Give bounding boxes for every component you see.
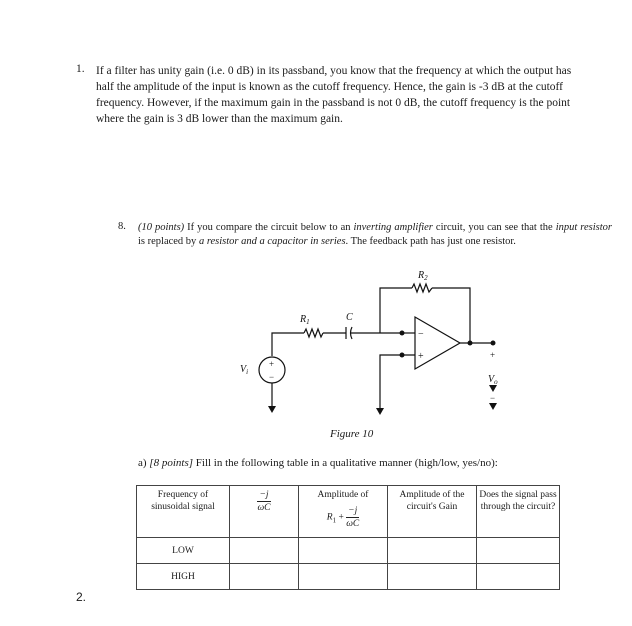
opamp-minus: − [418,329,424,340]
row-label-low: LOW [137,538,230,564]
answer-cell[interactable] [299,564,388,590]
r1-resistor [304,329,323,337]
question-1-number: 1. [76,63,85,75]
terminal-output-top [491,341,496,346]
question-8-points: (10 points) [138,222,185,233]
ground-arrow-source [268,406,276,413]
output-minus: − [490,393,496,403]
question-1-text: If a filter has unity gain (i.e. 0 dB) in its passband, you know that the frequency at which the output has half the amplitude of the input is known as the cutoff frequency. Hence, the gain is -3 dB at the cutoff frequency. However, if the maximum gain in the passband is not 0 dB, the cutoff frequency is the point where the gain is 3 dB lower than the maximum gain. [96,65,572,125]
ground-arrow-output [489,403,497,410]
label-vo: $V_o$ [488,374,498,386]
source-plus: + [269,359,275,369]
table-row [137,538,560,564]
wire-source-to-r1 [272,333,304,356]
output-plus: + [490,350,496,360]
answer-cell[interactable] [388,538,477,564]
amp-r-sub: 1 [332,516,337,525]
zc-den: ωC [257,503,271,513]
answer-table [136,485,560,590]
header-capacitor-impedance [230,486,299,538]
answer-cell[interactable] [388,564,477,590]
q8-text-b: circuit, you can see that the [432,222,556,233]
amp-num: −j [348,506,358,516]
label-r2: $R_2$ [418,270,428,282]
answer-cell[interactable] [230,564,299,590]
label-c: C [346,312,353,323]
wire-noninverting-ground [380,355,415,410]
table-row [137,564,560,590]
source-minus: − [269,372,275,382]
q8-text-d: . The feedback path has just one resistor. [345,235,516,247]
wire-feedback-left [380,288,412,333]
amp-r: R [326,512,333,523]
node-output [468,341,473,346]
label-r1: $R_1$ [300,314,310,326]
q8-text-c: is replaced by [138,235,199,247]
row-label-high: HIGH [137,564,230,590]
node-inverting [400,331,405,336]
figure-caption: Figure 10 [330,428,374,440]
zc-num: −j [259,490,269,500]
q8-em-b: input resistor [555,222,612,233]
q8-text-a: If you compare the circuit below to an [184,222,354,233]
table-header-row [137,486,560,538]
question-2-number: 2. [76,590,87,604]
header-frequency: Frequency of sinusoidal signal [137,486,230,538]
label-vi: $V_i$ [240,364,249,376]
amp-den: ωC [346,519,360,529]
output-arrow [489,385,497,392]
opamp-plus: + [418,351,424,362]
part-a-points: [8 points] [149,457,194,469]
r2-resistor [412,284,432,292]
q8-em-c: a resistor and a capacitor in series [198,235,346,247]
part-a-instruction: Fill in the following table in a qualitative manner (high/low, yes/no): [193,457,498,469]
part-a-label: a) [138,457,147,469]
part-a-text [138,457,498,469]
answer-cell[interactable] [477,538,560,564]
question-8-number: 8. [118,221,126,232]
header-amplitude [299,486,388,538]
header-pass: Does the signal pass through the circuit? [477,486,560,538]
answer-cell[interactable] [230,538,299,564]
node-noninverting [400,353,405,358]
ground-arrow-opamp [376,408,384,415]
answer-cell[interactable] [299,538,388,564]
q8-em-a: inverting amplifier [353,222,433,233]
wire-feedback-right [432,288,470,342]
answer-cell[interactable] [477,564,560,590]
amp-label: Amplitude of [317,490,369,500]
header-gain: Amplitude of the circuit's Gain [388,486,477,538]
amp-plus: + [336,512,347,523]
